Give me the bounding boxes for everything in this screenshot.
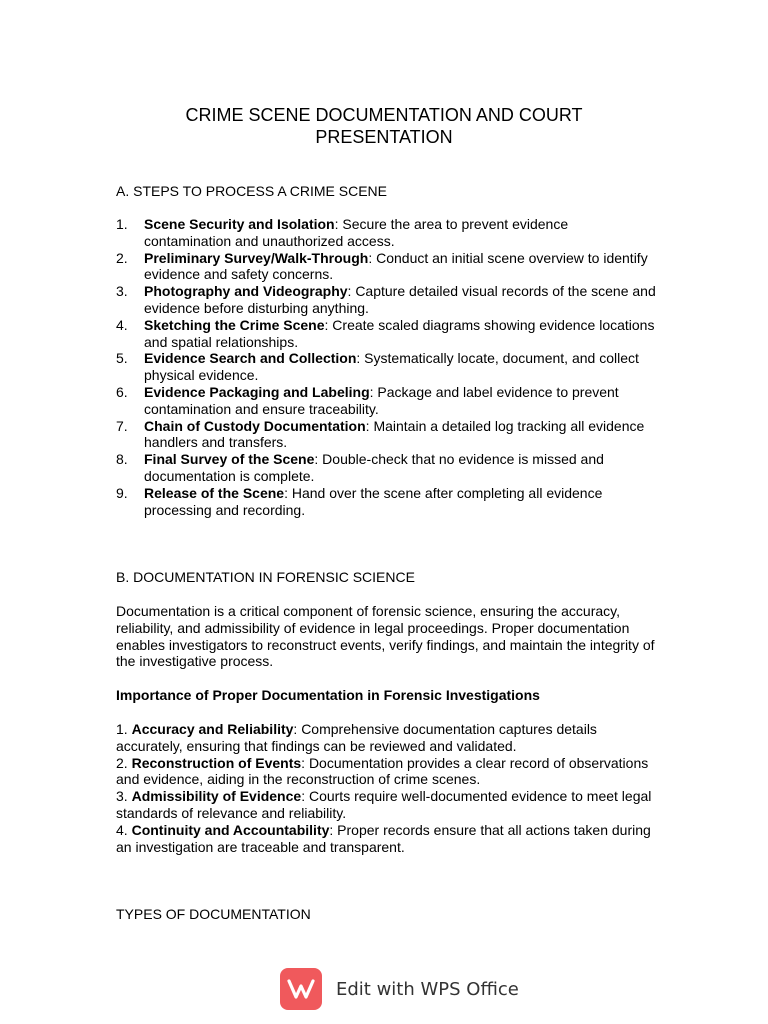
step-number: 3. — [116, 283, 128, 300]
item-text: : Comprehensive documentation captures details accurately, ensuring that findings can be reviewed and validated. — [116, 721, 597, 754]
section-b-intro: Documentation is a critical component of forensic science, ensuring the accuracy, reliability, and admissibility of evidence in legal proceedings. Proper documentation enables investigators to reconstruct events, verify findings, and maintain the integrity of the investigative process. — [116, 603, 655, 670]
item-number: 2. — [116, 754, 132, 771]
list-item — [116, 721, 656, 755]
step-term: Release of the Scene — [144, 484, 285, 501]
section-b-heading: B. DOCUMENTATION IN FORENSIC SCIENCE — [116, 569, 415, 585]
step-text: : Secure the area to prevent evidence contamination and unauthorized access. — [144, 216, 569, 249]
list-item — [116, 418, 656, 452]
list-item — [116, 755, 656, 789]
item-number: 3. — [116, 788, 132, 805]
item-number: 4. — [116, 821, 132, 838]
step-term: Sketching the Crime Scene — [144, 316, 325, 333]
list-item — [116, 384, 656, 418]
edit-with-wps-button[interactable] — [280, 968, 519, 1010]
step-number: 1. — [116, 216, 128, 232]
list-item — [116, 822, 656, 856]
document-title — [100, 104, 668, 148]
step-term: Photography and Videography — [144, 283, 348, 300]
step-text: : Hand over the scene after completing all evidence processing and recording. — [144, 484, 603, 518]
item-term: Accuracy and Reliability — [131, 721, 294, 737]
step-term: Scene Security and Isolation — [144, 216, 335, 232]
step-text: : Systematically locate, document, and collect physical evidence. — [144, 350, 639, 384]
list-item — [116, 250, 656, 284]
importance-heading: Importance of Proper Documentation in Forensic Investigations — [116, 687, 540, 703]
step-term: Preliminary Survey/Walk-Through — [144, 249, 369, 266]
title-line-2: PRESENTATION — [315, 127, 453, 147]
step-number: 7. — [116, 417, 128, 434]
step-text: : Double-check that no evidence is missed and documentation is complete. — [144, 451, 604, 484]
step-text: : Maintain a detailed log tracking all evidence handlers and transfers. — [144, 417, 645, 451]
step-term: Evidence Packaging and Labeling — [144, 383, 370, 400]
step-text: : Conduct an initial scene overview to identify evidence and safety concerns. — [144, 249, 648, 283]
item-term: Reconstruction of Events — [131, 754, 302, 771]
item-text: : Proper records ensure that all actions taken during an investigation are traceable and transparent. — [116, 821, 651, 855]
edit-with-wps-label: Edit with WPS Office — [336, 978, 519, 1000]
item-term: Admissibility of Evidence — [131, 788, 302, 805]
wps-w-glyph-icon — [286, 977, 316, 1001]
list-item — [116, 350, 656, 384]
types-heading: TYPES OF DOCUMENTATION — [116, 906, 311, 922]
list-item — [116, 485, 656, 519]
list-item — [116, 317, 656, 351]
wps-logo-icon — [280, 968, 322, 1010]
step-number: 4. — [116, 316, 128, 333]
steps-list — [116, 216, 656, 518]
step-term: Final Survey of the Scene — [144, 451, 315, 468]
list-item — [116, 451, 656, 485]
step-number: 2. — [116, 249, 128, 266]
step-text: : Capture detailed visual records of the scene and evidence before disturbing anything. — [144, 283, 656, 316]
step-text: : Create scaled diagrams showing evidence locations and spatial relationships. — [144, 316, 655, 350]
step-number: 5. — [116, 350, 128, 367]
section-a-heading: A. STEPS TO PROCESS A CRIME SCENE — [116, 183, 388, 199]
item-term: Continuity and Accountability — [131, 821, 330, 838]
item-text: : Documentation provides a clear record of observations and evidence, aiding in the reconstruction of crime scenes. — [116, 754, 649, 788]
list-item — [116, 216, 656, 250]
step-number: 6. — [116, 383, 128, 400]
step-text: : Package and label evidence to prevent contamination and ensure traceability. — [144, 383, 619, 417]
step-term: Chain of Custody Documentation — [144, 417, 366, 434]
step-number: 9. — [116, 484, 128, 501]
step-term: Evidence Search and Collection — [144, 350, 357, 367]
item-number: 1. — [116, 721, 132, 737]
list-item — [116, 283, 656, 317]
step-number: 8. — [116, 451, 128, 468]
title-line-1: CRIME SCENE DOCUMENTATION AND COURT — [185, 105, 583, 125]
list-item — [116, 788, 656, 822]
item-text: : Courts require well-documented evidence to meet legal standards of relevance and reliability. — [116, 788, 652, 821]
importance-list — [116, 721, 656, 855]
